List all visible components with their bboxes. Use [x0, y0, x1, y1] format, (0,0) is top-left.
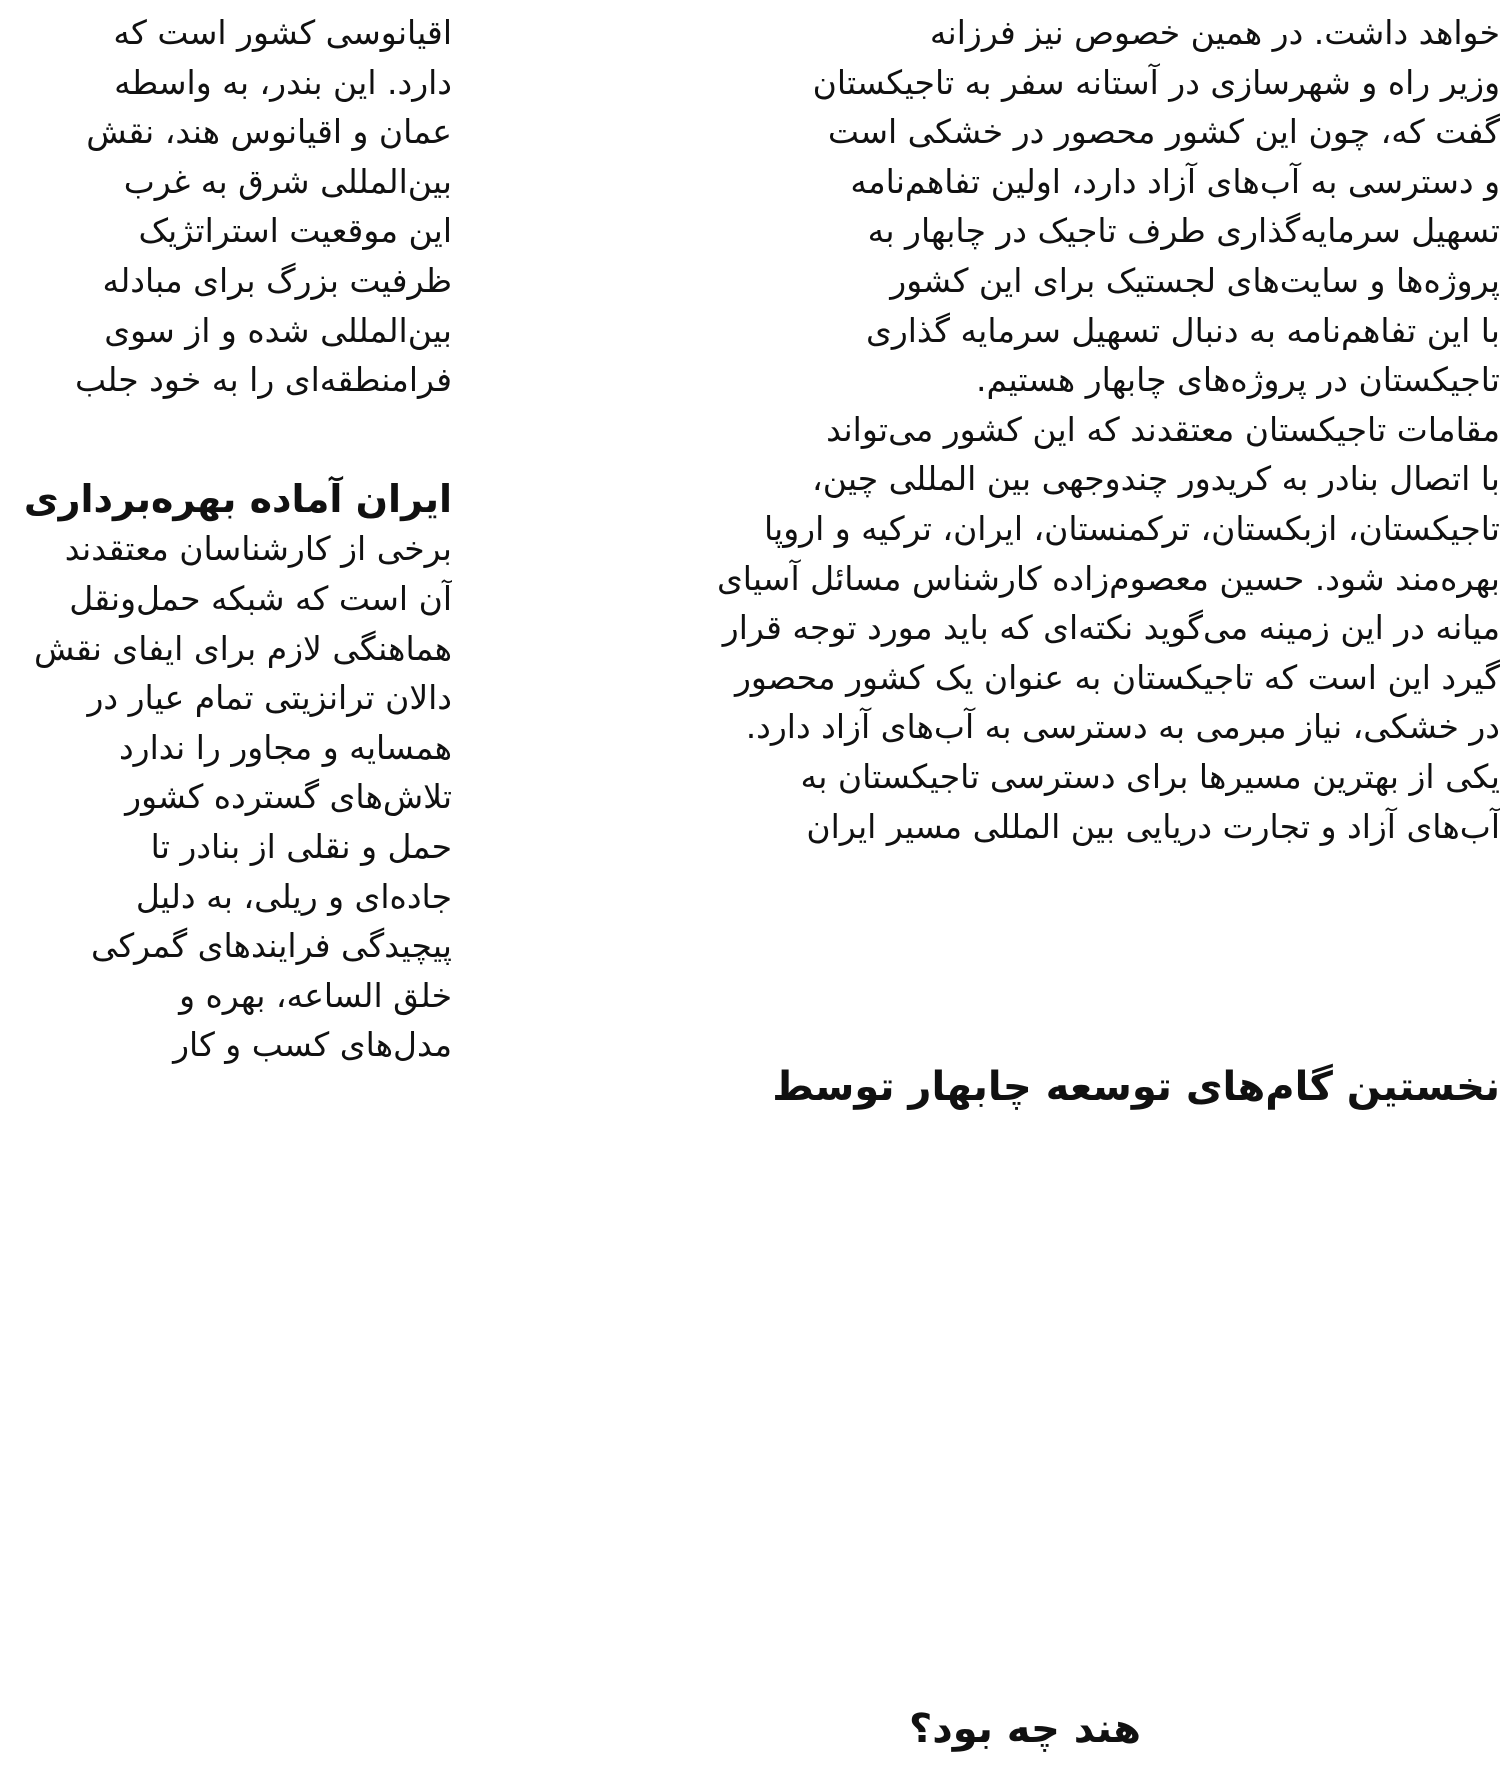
text-line: تسهیل سرمایه‌گذاری طرف تاجیک در چابهار به: [867, 211, 1500, 251]
text-line: گفت که، چون این کشور محصور در خشکی است: [827, 112, 1500, 152]
text-line: خلق الساعه، بهره و: [179, 975, 452, 1015]
text-line: پیچیدگی فرایندهای گمرکی: [90, 926, 452, 966]
right-column: [550, 0, 1500, 1775]
text-line: بهره‌مند شود. حسین معصوم‌زاده کارشناس مسائل آسیای: [716, 558, 1500, 598]
text-line: دالان ترانزیتی تمام عیار در: [87, 678, 452, 718]
text-line: همسایه و مجاور را ندارد: [118, 727, 452, 767]
text-line: در خشکی، نیاز مبرمی به دسترسی به آب‌های آزاد دارد.: [745, 707, 1500, 747]
text-line: دارد. این بندر، به واسطه: [114, 62, 452, 102]
text-line: جاده‌ای و ریلی، به دلیل: [135, 876, 452, 916]
text-line: وزیر راه و شهرسازی در آستانه سفر به تاجیکستان: [812, 62, 1500, 102]
text-line: بین‌المللی شده و از سوی: [104, 310, 452, 350]
text-line: حمل و نقلی از بنادر تا: [150, 826, 452, 866]
text-line: آن است که شبکه حمل‌ونقل: [69, 578, 452, 618]
right-column-text: [550, 8, 1500, 1118]
text-line: هماهنگی لازم برای ایفای نقش: [33, 628, 452, 668]
text-line: اقیانوسی کشور است که: [113, 13, 452, 52]
text-line: مدل‌های کسب و کار: [173, 1025, 452, 1065]
text-line: آب‌های آزاد و تجارت دریایی بین المللی مسیر ایران: [806, 806, 1500, 846]
text-line: میانه در این زمینه می‌گوید نکته‌ای که باید مورد توجه قرار: [722, 608, 1500, 648]
text-line: یکی از بهترین مسیرها برای دسترسی تاجیکستان به: [800, 756, 1500, 796]
right-section-heading: [550, 1056, 1500, 1118]
left-paragraph-1: [0, 8, 452, 405]
left-section-heading: ایران آماده بهره‌برداری: [23, 476, 452, 521]
right-paragraph-2: [550, 405, 1500, 851]
text-line: با این تفاهم‌نامه به دنبال تسهیل سرمایه گذاری: [865, 310, 1500, 350]
left-column: [0, 0, 452, 1775]
text-line: تاجیکستان، ازبکستان، ترکمنستان، ایران، ترکیه و اروپا: [763, 508, 1500, 548]
text-line: تاجیکستان در پروژه‌های چابهار هستیم.: [976, 360, 1500, 400]
text-line: بین‌المللی شرق به غرب: [123, 161, 452, 201]
text-line: پروژه‌ها و سایت‌های لجستیک برای این کشور: [890, 260, 1500, 300]
text-line: ظرفیت بزرگ برای مبادله: [102, 260, 452, 300]
text-line: این موقعیت استراتژیک: [138, 211, 452, 251]
heading-line: نخستین گام‌های توسعه چابهار توسط: [772, 1064, 1500, 1111]
left-column-text: [0, 8, 452, 1070]
text-line: و دسترسی به آب‌های آزاد دارد، اولین تفاهم‌نامه: [850, 161, 1500, 201]
heading-line: هند چه بود؟: [909, 1706, 1141, 1752]
text-line: گیرد این است که تاجیکستان به عنوان یک کشور محصور: [735, 657, 1500, 697]
text-line: با اتصال بنادر به کریدور چندوجهی بین المللی چین،: [812, 459, 1500, 499]
text-line: عمان و اقیانوس هند، نقش: [86, 112, 452, 152]
text-line: خواهد داشت. در همین خصوص نیز فرزانه: [929, 13, 1500, 52]
text-line: فرامنطقه‌ای را به خود جلب: [74, 360, 452, 400]
right-paragraph-1: [550, 8, 1500, 405]
text-line: مقامات تاجیکستان معتقدند که این کشور می‌تواند: [826, 409, 1500, 449]
text-line: برخی از کارشناسان معتقدند: [64, 529, 452, 569]
text-line: تلاش‌های گسترده کشور: [125, 777, 452, 817]
left-paragraph-2: [0, 524, 452, 1070]
